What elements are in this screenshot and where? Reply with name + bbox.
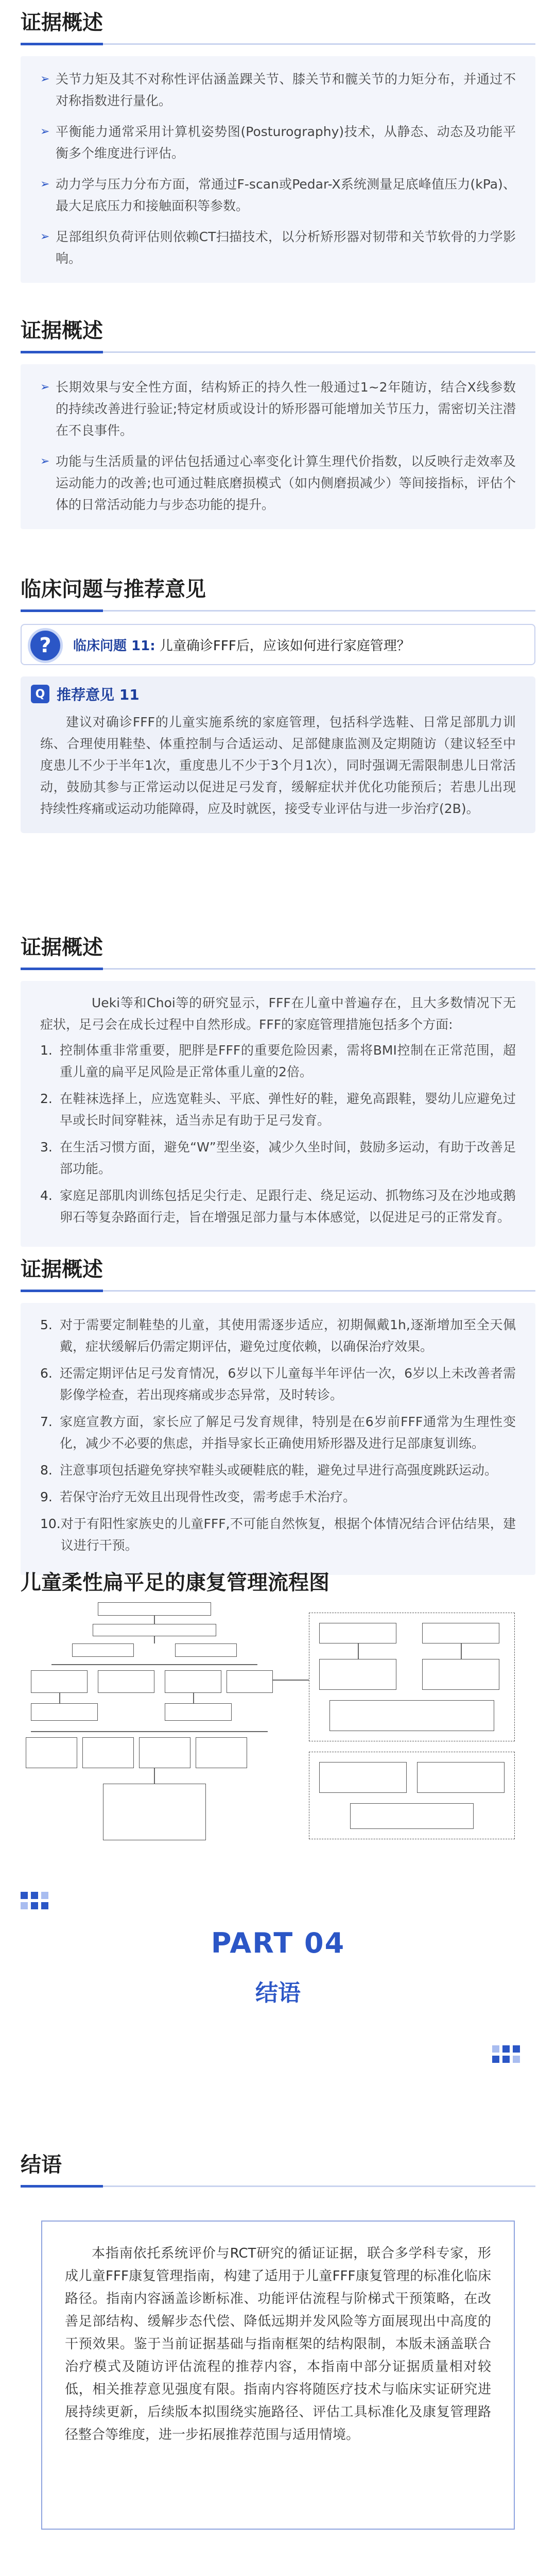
arrow-bullet-icon: ➢: [40, 178, 50, 191]
recommendation-icon: Q: [31, 685, 49, 703]
flowchart-node: [319, 1659, 396, 1690]
clinical-question-box: [21, 624, 535, 665]
conclusion-text: 本指南依托系统评价与RCT研究的循证证据，联合多学科专家，形成儿童FFF康复管理指南，构建了适用于儿童FFF康复管理的标准化临床路径。指南内容涵盖诊断标准、功能评估流程与阶梯式干预策略，在改善足部结构、缓解步态代偿、降低远期并发风险等方面展现出中高度的干预效果。鉴于当前证据基础与指南框架的结构限制，本版未涵盖联合治疗模式及随访评估流程的推荐内容，本指南中部分证据质量相对较低，相关推荐意见强度有限。指南内容将随医疗技术与临床实证研究进展持续更新，后续版本拟围绕实施路径、评估工具标准化及康复管理路径整合等维度，进一步拓展推荐范围与适用情境。: [65, 2246, 491, 2443]
list-item: 6. 还需定期评估足弓发育情况，6岁以下儿童每半年评估一次，6岁以上未改善者需影像学检查，若出现疼痛或步态异常，及时转诊。: [40, 1366, 516, 1402]
list-item: 1. 控制体重非常重要，肥胖是FFF的重要危险因素，需将BMI控制在正常范围，超重儿童的扁平足风险是正常体重儿童的2倍。: [40, 1043, 516, 1079]
evidence-section-3: [0, 935, 556, 1247]
bullet-item: ➢ 长期效果与安全性方面，结构矫正的持久性一般通过1~2年随访，结合X线参数的持续改善进行验证;特定材质或设计的矫形器可能增加关节压力，需密切关注潜在不良事件。: [40, 377, 516, 442]
flowchart-section: [0, 1566, 556, 1596]
flowchart-node: [103, 1784, 206, 1840]
flowchart-node: [26, 1737, 77, 1768]
section-title: 临床问题与推荐意见: [21, 578, 206, 601]
flowchart-node: [98, 1602, 211, 1616]
recommendation-title: 推荐意见 11: [57, 686, 140, 703]
flowchart-connector: [358, 1643, 359, 1659]
title-divider: [21, 610, 535, 612]
arrow-bullet-icon: ➢: [40, 455, 50, 468]
arrow-bullet-icon: ➢: [40, 230, 50, 243]
recommendation-header: [21, 676, 535, 708]
evidence-card: [21, 981, 535, 1247]
rehab-flowchart-diagram: [21, 1602, 535, 1855]
decorative-dots: [492, 2045, 520, 2063]
flowchart-connector: [273, 1680, 309, 1681]
flowchart-node: [422, 1659, 499, 1690]
flowchart-node: [72, 1643, 134, 1657]
question-text: 临床问题 11: 儿童确诊FFF后，应该如何进行家庭管理？: [73, 638, 410, 654]
flowchart-node: [175, 1643, 237, 1657]
bullet-item: ➢ 足部组织负荷评估则依赖CT扫描技术，以分析矫形器对韧带和关节软骨的力学影响。: [40, 226, 516, 269]
conclusion-box: [41, 2221, 515, 2530]
title-divider: [21, 43, 535, 45]
clinical-question-section: [0, 577, 556, 833]
flowchart-connector: [51, 1664, 257, 1665]
arrow-bullet-icon: ➢: [40, 73, 50, 86]
title-divider: [21, 2185, 535, 2187]
flowchart-node: [31, 1670, 88, 1693]
question-icon: ?: [28, 628, 63, 663]
flowchart-title: 儿童柔性扁平足的康复管理流程图: [21, 1571, 329, 1595]
flowchart-node: [139, 1737, 190, 1768]
recommendation-box: [21, 676, 535, 833]
flowchart-node: [227, 1670, 273, 1693]
evidence-card: [21, 56, 535, 283]
list-item: 7. 家庭宣教方面，家长应了解足弓发育规律，特别是在6岁前FFF通常为生理性变化，减少不必要的焦虑，并指导家长正确使用矫形器及进行足部康复训练。: [40, 1414, 516, 1451]
title-divider: [21, 1290, 535, 1292]
flowchart-connector: [154, 1616, 155, 1624]
evidence-section-2: [0, 318, 556, 529]
flowchart-connector: [154, 1636, 155, 1643]
title-divider: [21, 351, 535, 353]
section-title: 证据概述: [21, 319, 103, 343]
bullet-item: ➢ 动力学与压力分布方面，常通过F-scan或Pedar-X系统测量足底峰值压力(kPa)、最大足底压力和接触面积等参数。: [40, 174, 516, 217]
flowchart-node: [165, 1670, 221, 1693]
flowchart-node: [82, 1737, 134, 1768]
flowchart-node: [319, 1623, 396, 1643]
part-subtitle: 结语: [255, 1980, 301, 2006]
list-item: 3. 在生活习惯方面，避免“W”型坐姿，减少久坐时间，鼓励多运动，有助于改善足部功能。: [40, 1140, 516, 1176]
decorative-dots: [21, 1892, 48, 1909]
flowchart-connector: [461, 1643, 462, 1659]
evidence-section-4: [0, 1257, 556, 1575]
section-title: 证据概述: [21, 1258, 103, 1281]
title-divider: [21, 968, 535, 970]
flowchart-node: [417, 1762, 505, 1793]
list-item: 4. 家庭足部肌肉训练包括足尖行走、足跟行走、绕足运动、抓物练习及在沙地或鹅卵石等复杂路面行走，旨在增强足部力量与本体感觉，以促进足弓的正常发育。: [40, 1188, 516, 1225]
arrow-bullet-icon: ➢: [40, 381, 50, 394]
conclusion-section: [0, 2153, 556, 2187]
section-title: 证据概述: [21, 936, 103, 959]
recommendation-text: 建议对确诊FFF的儿童实施系统的家庭管理，包括科学选鞋、日常足部肌力训练、合理使用鞋垫、体重控制与合适运动、足部健康监测及定期随访（建议轻至中度患儿不少于半年1次，重度患儿不少于3个月1次），同时强调无需限制患儿日常活动，鼓励其参与正常运动以促进足弓发育，缓解症状并优化功能预后；若患儿出现持续性疼痛或运动功能障碍，应及时就医，接受专业评估与进一步治疗(2B)。: [40, 715, 516, 816]
flowchart-connector: [59, 1693, 60, 1703]
flowchart-node: [31, 1703, 98, 1721]
flowchart-node: [329, 1700, 494, 1731]
section-title: 结语: [21, 2153, 62, 2177]
flowchart-connector: [193, 1693, 194, 1703]
bullet-item: ➢ 关节力矩及其不对称性评估涵盖踝关节、膝关节和髋关节的力矩分布，并通过不对称指数进行量化。: [40, 69, 516, 112]
list-item: 10. 对于有阳性家族史的儿童FFF,不可能自然恢复，根据个体情况结合评估结果，建议进行干预。: [40, 1516, 516, 1553]
bullet-item: ➢ 平衡能力通常采用计算机姿势图(Posturography)技术，从静态、动态及功能平衡多个维度进行评估。: [40, 121, 516, 164]
evidence-section-1: [0, 10, 556, 283]
list-item: 8. 注意事项包括避免穿挟窄鞋头或硬鞋底的鞋，避免过早进行高强度跳跃运动。: [40, 1463, 498, 1478]
flowchart-connector: [154, 1768, 155, 1784]
list-item: 9. 若保守治疗无效且出现骨性改变，需考虑手术治疗。: [40, 1489, 356, 1504]
flowchart-node: [422, 1623, 499, 1643]
bullet-item: ➢ 功能与生活质量的评估包括通过心率变化计算生理代价指数，以反映行走效率及运动能力的改善;也可通过鞋底磨损模式（如内侧磨损减少）等间接指标，评估个体的日常活动能力与步态功能的提升。: [40, 451, 516, 516]
flowchart-node: [196, 1737, 247, 1768]
flowchart-node: [165, 1703, 232, 1721]
arrow-bullet-icon: ➢: [40, 125, 50, 138]
list-item: 2. 在鞋袜选择上，应选宽鞋头、平底、弹性好的鞋，避免高跟鞋，婴幼儿应避免过早或长时间穿鞋袜，适当赤足有助于足弓发育。: [40, 1091, 516, 1128]
evidence-card: [21, 364, 535, 529]
part-number: PART 04: [211, 1927, 345, 1959]
evidence-card: [21, 1303, 535, 1575]
flowchart-connector: [31, 1731, 268, 1732]
list-item: 5. 对于需要定制鞋垫的儿童，其使用需逐步适应，初期佩戴1h,逐渐增加至全天佩戴，症状缓解后仍需定期评估，避免过度依赖，以确保治疗效果。: [40, 1317, 516, 1354]
evidence-intro: Ueki等和Choi等的研究显示，FFF在儿童中普遍存在，且大多数情况下无症状，足弓会在成长过程中自然形成。FFF的家庭管理措施包括多个方面:: [40, 995, 516, 1032]
flowchart-node: [350, 1803, 474, 1829]
section-title: 证据概述: [21, 11, 103, 35]
flowchart-node: [98, 1670, 154, 1693]
flowchart-node: [93, 1624, 216, 1636]
flowchart-node: [319, 1762, 407, 1793]
